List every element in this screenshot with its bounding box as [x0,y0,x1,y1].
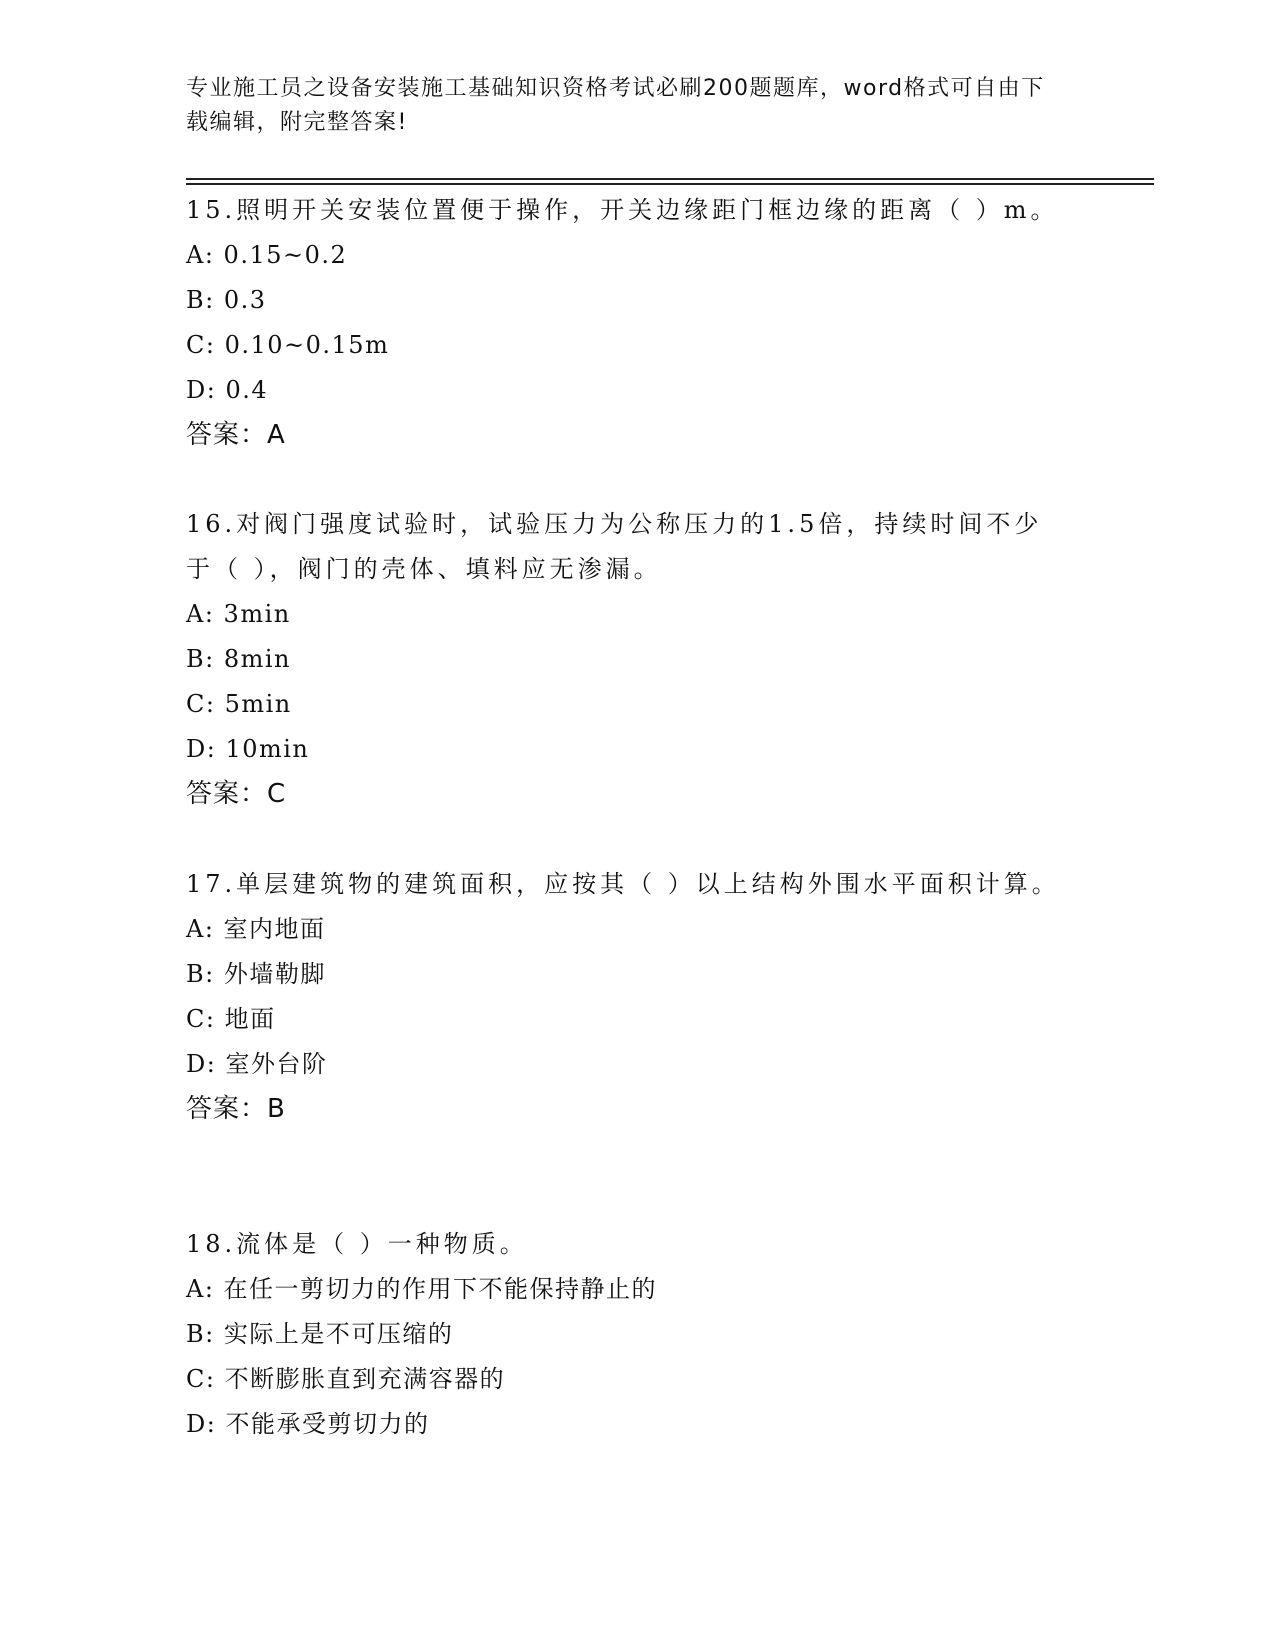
option-b: B: 8min [186,645,292,673]
question-17 [186,862,1066,1132]
header-rule-bottom [186,183,1154,185]
option-d: D: 0.4 [186,376,269,404]
answer-line: 答案：B [186,1094,286,1124]
answer-line: 答案：C [186,779,287,809]
option-a: A: 0.15~0.2 [186,241,348,269]
option-d: D: 室外台阶 [186,1050,328,1078]
option-c: C: 地面 [186,1005,276,1033]
option-a: A: 室内地面 [186,915,326,943]
option-c: C: 不断膨胀直到充满容器的 [186,1365,506,1393]
question-18 [186,1222,1066,1447]
question-15 [186,188,1066,458]
question-stem: 18.流体是（ ）一种物质。 [186,1230,528,1258]
option-c: C: 0.10~0.15m [186,331,390,359]
option-d: D: 不能承受剪切力的 [186,1410,430,1438]
question-16 [186,502,1066,817]
header-rule-top [186,178,1154,180]
option-c: C: 5min [186,690,292,718]
option-a: A: 在任一剪切力的作用下不能保持静止的 [186,1275,658,1303]
option-b: B: 实际上是不可压缩的 [186,1320,454,1348]
option-a: A: 3min [186,600,291,628]
option-d: D: 10min [186,735,310,763]
option-b: B: 0.3 [186,286,267,314]
option-b: B: 外墙勒脚 [186,960,326,988]
question-stem: 17.单层建筑物的建筑面积，应按其（ ）以上结构外围水平面积计算。 [186,870,1060,898]
document-header: 专业施工员之设备安装施工基础知识资格考试必刷200题题库，word格式可自由下载编辑，附完整答案! [186,76,1045,135]
question-stem: 16.对阀门强度试验时，试验压力为公称压力的1.5倍，持续时间不少于（ ），阀门的壳体、填料应无渗漏。 [186,510,1043,583]
question-stem: 15.照明开关安装位置便于操作，开关边缘距门框边缘的距离（ ）m。 [186,196,1059,224]
answer-line: 答案：A [186,420,286,450]
